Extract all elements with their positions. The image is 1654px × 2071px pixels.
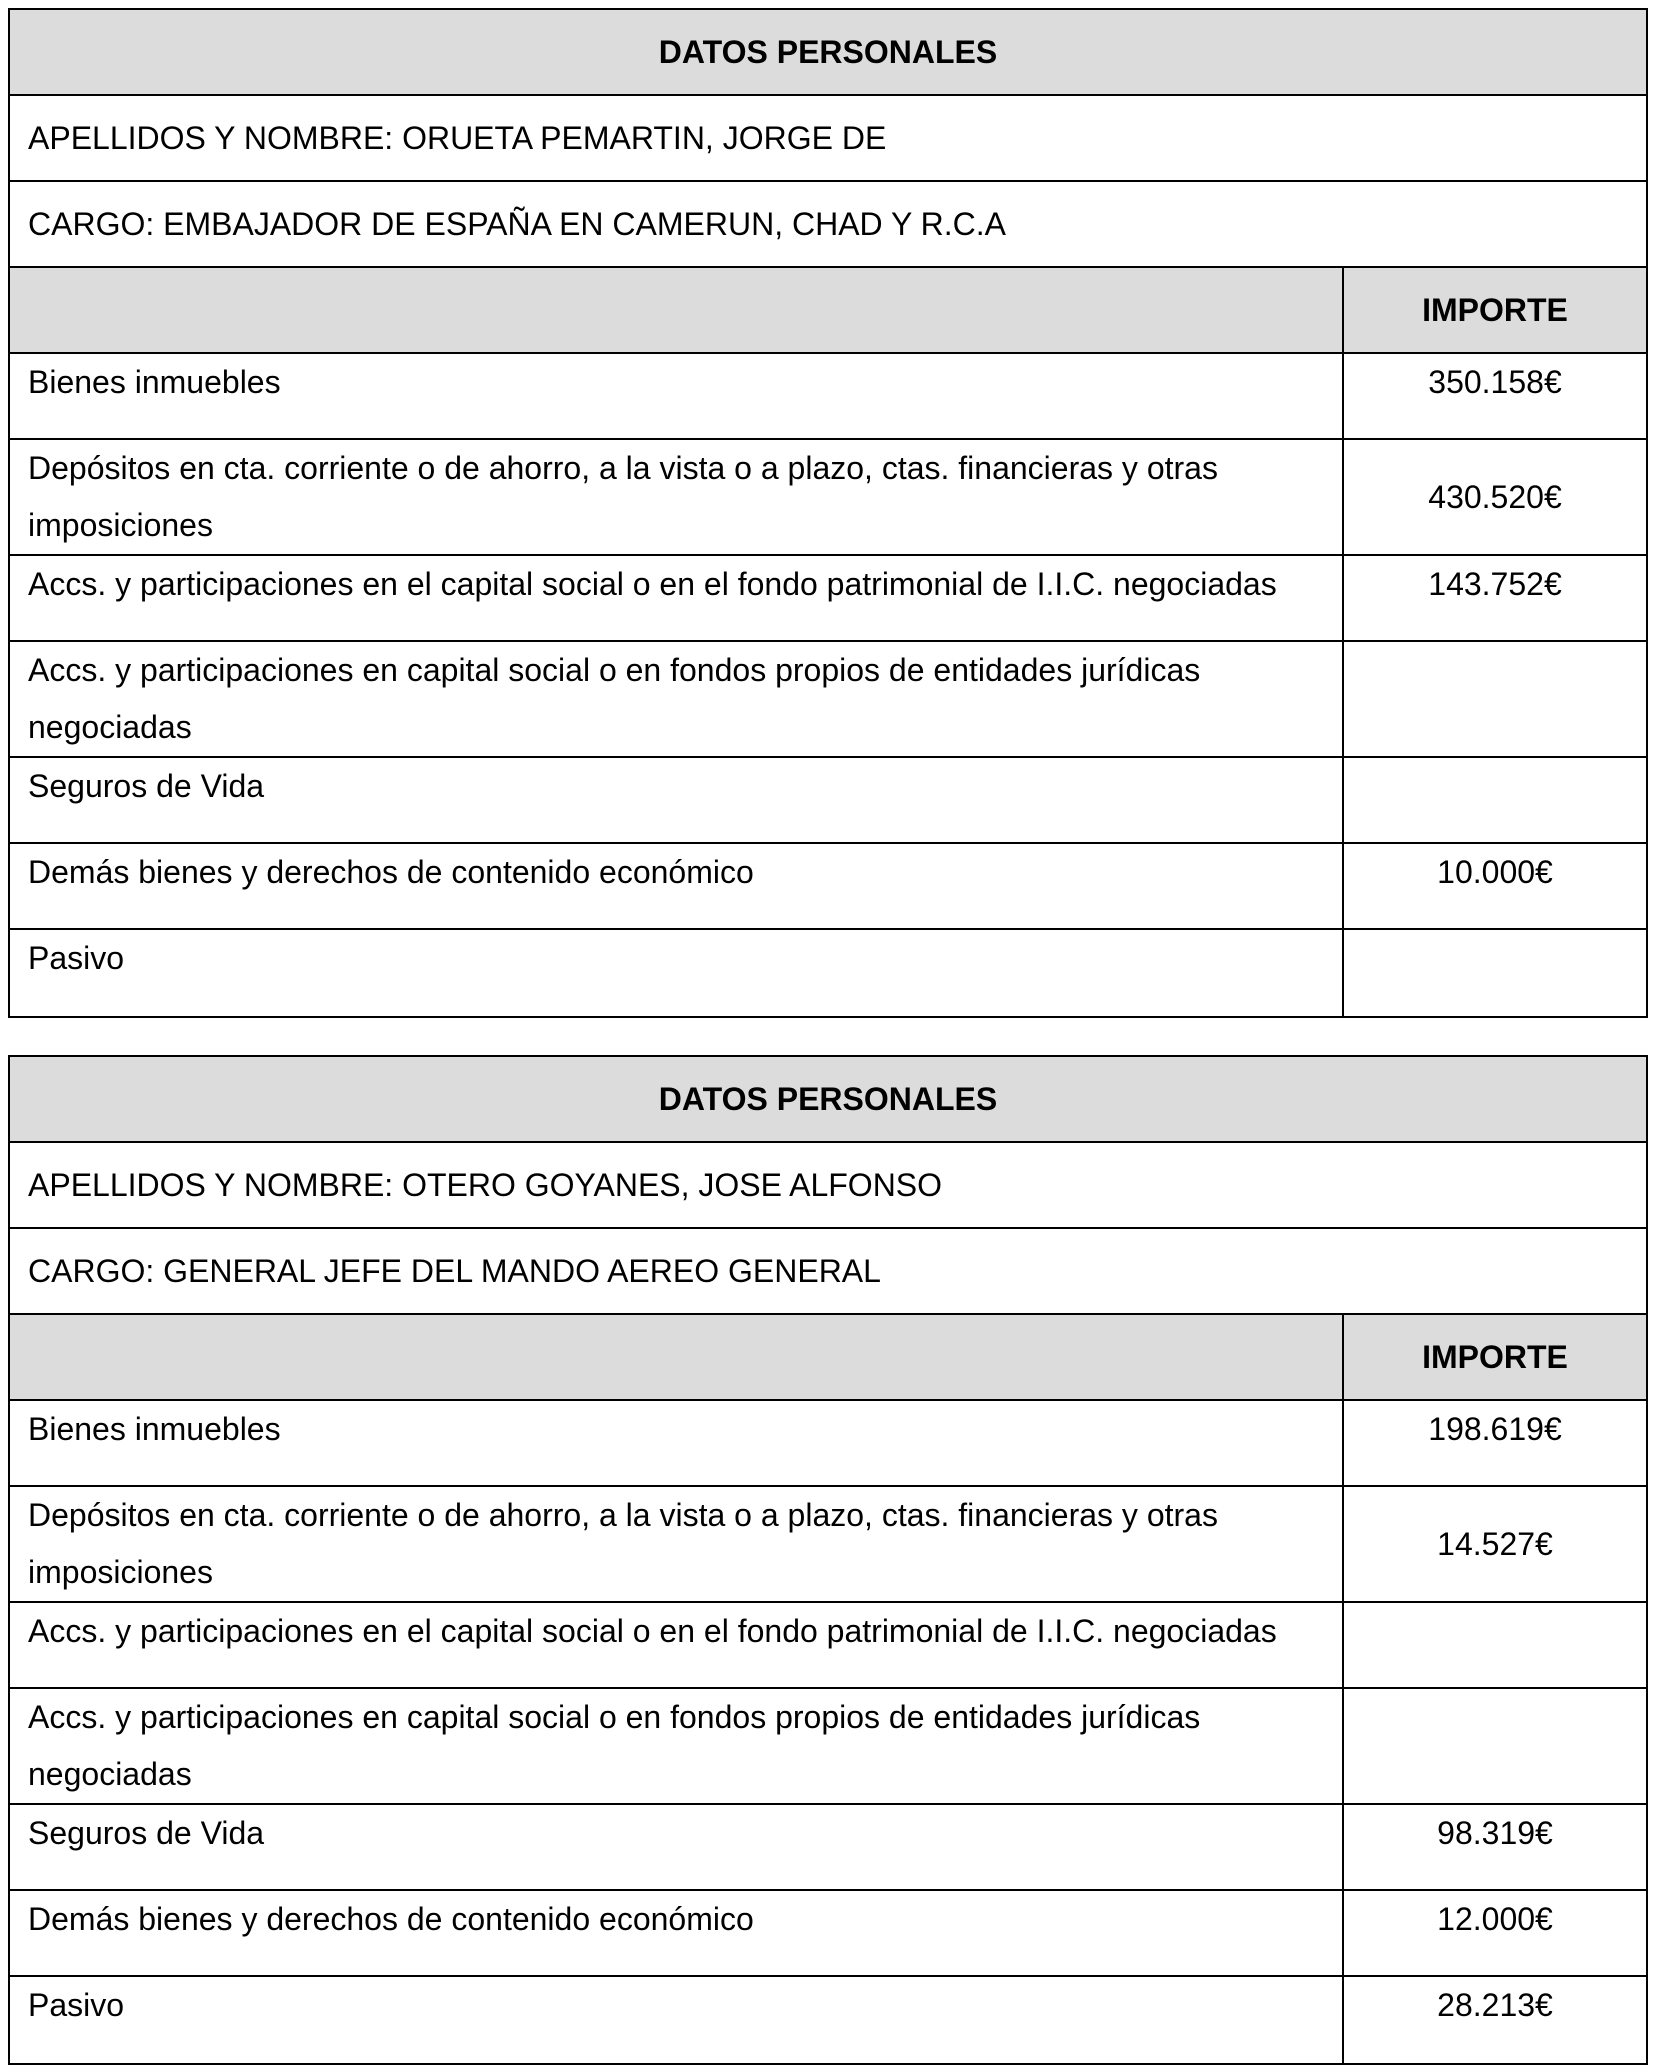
row-label: Depósitos en cta. corriente o de ahorro, a la vista o a plazo, ctas. financieras y otras imposiciones bbox=[10, 1473, 1344, 1601]
row-value bbox=[1344, 1589, 1646, 1687]
section-header: DATOS PERSONALES bbox=[658, 1080, 998, 1117]
row-label: Accs. y participaciones en capital social o en fondos propios de entidades jurídicas negociadas bbox=[10, 628, 1344, 756]
row-value: 28.213€ bbox=[1437, 1987, 1553, 2023]
row-value: 350.158€ bbox=[1428, 364, 1562, 400]
row-value: 98.319€ bbox=[1437, 1815, 1553, 1851]
column-header-importe: IMPORTE bbox=[1422, 1338, 1568, 1375]
row-value bbox=[1344, 916, 1646, 1016]
row-label: Demás bienes y derechos de contenido económico bbox=[10, 830, 1344, 928]
person-cargo: CARGO: EMBAJADOR DE ESPAÑA EN CAMERUN, CHAD Y R.C.A bbox=[28, 205, 1006, 242]
row-value bbox=[1344, 642, 1646, 756]
row-label: Demás bienes y derechos de contenido económico bbox=[10, 1877, 1344, 1975]
row-label: Depósitos en cta. corriente o de ahorro, a la vista o a plazo, ctas. financieras y otras imposiciones bbox=[10, 426, 1344, 554]
row-value: 430.520€ bbox=[1428, 478, 1562, 515]
section-header-row bbox=[10, 10, 1646, 96]
table-row bbox=[10, 1487, 1646, 1603]
section-header: DATOS PERSONALES bbox=[658, 33, 998, 70]
person-cargo: CARGO: GENERAL JEFE DEL MANDO AEREO GENERAL bbox=[28, 1252, 881, 1289]
row-label: Seguros de Vida bbox=[10, 1791, 1344, 1889]
table-row bbox=[10, 440, 1646, 556]
person-name: APELLIDOS Y NOMBRE: OTERO GOYANES, JOSE ALFONSO bbox=[28, 1166, 943, 1203]
cargo-row bbox=[10, 182, 1646, 268]
name-row bbox=[10, 1143, 1646, 1229]
row-label: Accs. y participaciones en el capital social o en el fondo patrimonial de I.I.C. negociadas bbox=[10, 1589, 1344, 1687]
row-label: Pasivo bbox=[10, 916, 1344, 1016]
name-row bbox=[10, 96, 1646, 182]
section-header-row bbox=[10, 1057, 1646, 1143]
declaration-table bbox=[8, 1055, 1648, 2065]
column-header-importe: IMPORTE bbox=[1422, 291, 1568, 328]
table-row bbox=[10, 1689, 1646, 1805]
row-value: 14.527€ bbox=[1437, 1525, 1553, 1562]
row-value: 10.000€ bbox=[1437, 854, 1553, 890]
row-value bbox=[1344, 744, 1646, 842]
cargo-row bbox=[10, 1229, 1646, 1315]
row-value bbox=[1344, 1689, 1646, 1803]
row-label: Pasivo bbox=[10, 1963, 1344, 2063]
row-label: Accs. y participaciones en capital social o en fondos propios de entidades jurídicas negociadas bbox=[10, 1675, 1344, 1803]
row-label: Bienes inmuebles bbox=[10, 1387, 1344, 1485]
row-value: 12.000€ bbox=[1437, 1901, 1553, 1937]
person-name: APELLIDOS Y NOMBRE: ORUETA PEMARTIN, JORGE DE bbox=[28, 119, 887, 156]
table-row bbox=[10, 1977, 1646, 2063]
table-row bbox=[10, 930, 1646, 1016]
row-label: Seguros de Vida bbox=[10, 744, 1344, 842]
declaration-table bbox=[8, 8, 1648, 1018]
row-label: Accs. y participaciones en el capital social o en el fondo patrimonial de I.I.C. negociadas bbox=[10, 542, 1344, 640]
row-label: Bienes inmuebles bbox=[10, 340, 1344, 438]
table-row bbox=[10, 642, 1646, 758]
row-value: 198.619€ bbox=[1428, 1411, 1562, 1447]
row-value: 143.752€ bbox=[1428, 566, 1562, 602]
